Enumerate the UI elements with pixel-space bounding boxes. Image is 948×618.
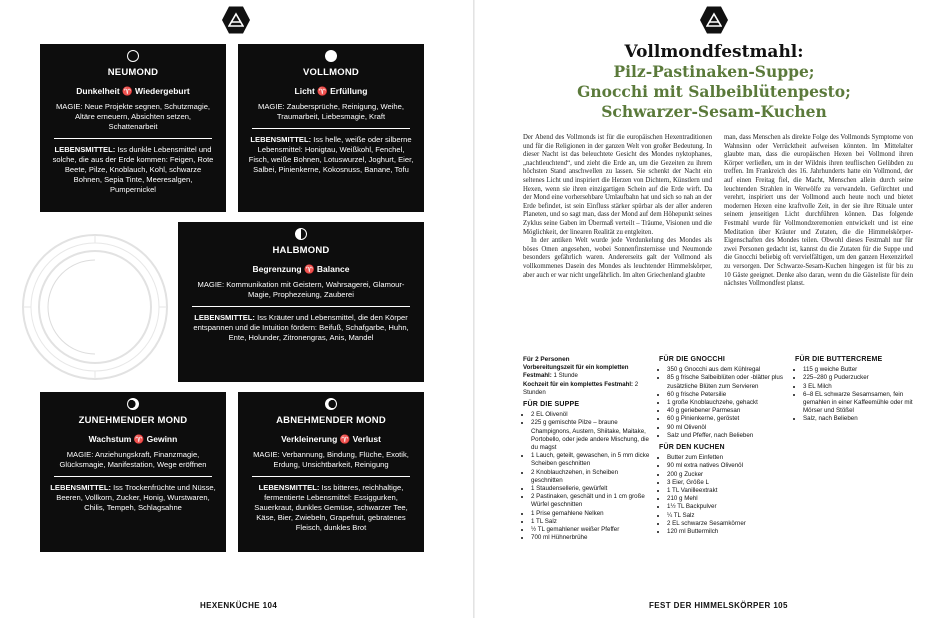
cake-list	[659, 454, 787, 536]
list-item: • Salz und Pfeffer, nach Belieben	[667, 432, 787, 440]
card-magic: MAGIE: Zaubersprüche, Reinigung, Weihe, Traumarbeit, Liebesmagie, Kraft	[258, 102, 404, 121]
list-item: • 200 g Zucker	[667, 471, 787, 479]
right-page	[474, 0, 948, 618]
paragraph: In der antiken Welt wurde jede Verdunkelung des Mondes als böses Omen angesehen, wobei Sonnenfinsternisse und Neumonde besonders gefährlich waren. Andererseits galt der Vollmond als vollkommenes Dasein des Mondes als leuchtender Himmelskörper, aber auch er war nicht ungefährlich. Im alten Griechenland glaubte	[523, 237, 712, 279]
gnocchi-list	[659, 366, 787, 440]
card-title: NEUMOND	[107, 67, 159, 78]
divider	[54, 476, 212, 477]
list-item: • 1 große Knoblauchzehe, gehackt	[667, 399, 787, 407]
list-item: • 1 TL Salz	[531, 518, 651, 526]
alchemical-triangle-icon	[222, 6, 250, 34]
half-moon-icon	[295, 228, 307, 240]
soup-heading: FÜR DIE SUPPE	[523, 401, 580, 409]
title-line-1: Vollmondfestmahl:	[624, 42, 804, 62]
card-magic: MAGIE: Neue Projekte segnen, Schutzmagie, Altäre erneuern, Absichten setzen, Schattenarbeit	[55, 102, 211, 131]
list-item: • 225–280 g Puderzucker	[803, 374, 923, 382]
waxing-moon-icon	[127, 398, 139, 410]
cook-time: Kochzeit für ein komplettes Festmahl: 2 Stunden	[523, 380, 639, 396]
list-item: • Salz, nach Belieben	[803, 415, 923, 423]
card-food: LEBENSMITTEL: Iss bitteres, reichhaltige, fermentierte Lebensmittel: Essiggurken, Sauerkraut, dunkles Gemüse, schwarzer Tee, Käse, Bier, Zwiebeln, Grapefruit, gebratenes Fleisch, dunkles Brot	[254, 483, 408, 532]
body-column-2	[724, 134, 913, 289]
list-item: • 90 ml Olivenöl	[667, 424, 787, 432]
card-magic: MAGIE: Anziehungskraft, Finanzmagie, Glücksmagie, Manifestation, Wege eröffnen	[59, 450, 207, 469]
body-column-1	[523, 134, 712, 289]
serves: Für 2 Personen	[523, 356, 570, 363]
moon-face-medallion-icon	[20, 232, 170, 382]
divider	[192, 306, 410, 307]
paragraph: Der Abend des Vollmonds ist für die europäischen Hexentraditionen und für die Religionen in der ganzen Welt von großer Bedeutung. In dieser Nacht ist das beleuchtete Gesicht des Mondes nyktophanes, „nachtleuchtend“, und zieht die Erde an, um die Gezeiten zu ihrem höchsten Stand anschwellen zu lassen. Sie schenkt der Nacht ein seltenes Licht und inspiriert die Herzen von Dichtern, Künstlern und Hexen, wenn sie ihren einzigartigen Schein auf die Erde wirft. Da der Mond eine vorhersehbare Umlaufbahn hat und sich so nah an der Erde befindet, ist sein Einfluss stärker spürbar als der aller anderen Planeten, und so sagt man, dass der Mond auf dem Höhepunkt seines Zyklus seine Gaben im Übermaß verteilt – Träume, Visionen und die Möglichkeit, der linearen Realität zu entgleiten.	[523, 134, 712, 236]
list-item: • 60 g Pinienkerne, geröstet	[667, 415, 787, 423]
card-halbmond	[178, 222, 424, 382]
title-line-3: Gnocchi mit Salbeiblütenpesto;	[577, 82, 851, 101]
body-text	[523, 134, 913, 289]
list-item: • 210 g Mehl	[667, 495, 787, 503]
card-title: HALBMOND	[272, 245, 330, 256]
page-folio-right: FEST DER HIMMELSKÖRPER 105	[649, 601, 788, 610]
divider	[252, 476, 410, 477]
waning-moon-icon	[325, 398, 337, 410]
card-neumond	[40, 44, 226, 212]
list-item: • 3 Eier, Größe L	[667, 479, 787, 487]
ingredients	[523, 356, 923, 542]
ingredients-column-3	[795, 356, 923, 542]
new-moon-icon	[127, 50, 139, 62]
full-moon-icon	[325, 50, 337, 62]
list-item: • 85 g frische Salbeiblüten oder -blätter plus zusätzliche Blüten zum Servieren	[667, 374, 787, 390]
list-item: • 1 Prise gemahlene Nelken	[531, 510, 651, 518]
card-subtitle: Dunkelheit ♈ Wiedergeburt	[76, 86, 190, 96]
ingredients-column-2	[659, 356, 787, 542]
list-item: • 1½ TL Backpulver	[667, 503, 787, 511]
ingredients-column-1	[523, 356, 651, 542]
divider	[54, 138, 212, 139]
card-subtitle: Wachstum ♈ Gewinn	[88, 434, 178, 444]
gnocchi-heading: FÜR DIE GNOCCHI	[659, 356, 725, 363]
list-item: • 115 g weiche Butter	[803, 366, 923, 374]
card-abnehmend	[238, 392, 424, 552]
list-item: • ¼ TL Salz	[667, 512, 787, 520]
card-subtitle: Licht ♈ Erfüllung	[294, 86, 368, 96]
card-subtitle: Verkleinerung ♈ Verlust	[281, 434, 381, 444]
list-item: • 2 EL Olivenöl	[531, 411, 651, 419]
list-item: • 2 Knoblauchzehen, in Scheiben geschnitten	[531, 469, 651, 485]
card-title: ZUNEHMENDER MOND	[78, 415, 188, 426]
card-zunehmend	[40, 392, 226, 552]
cake-heading: FÜR DEN KUCHEN	[659, 444, 725, 452]
list-item: • 3 EL Milch	[803, 383, 923, 391]
card-magic: MAGIE: Kommunikation mit Geistern, Wahrsagerei, Glamour-Magie, Prophezeiung, Zauberei	[197, 280, 405, 299]
divider	[252, 128, 410, 129]
title-line-2: Pilz-Pastinaken-Suppe;	[613, 62, 815, 81]
prep-time: Vorbereitungszeit für ein kompletten Festmahl: 1 Stunde	[523, 364, 629, 380]
card-vollmond	[238, 44, 424, 212]
list-item: • 1 Staudensellerie, gewürfelt	[531, 485, 651, 493]
list-item: • 60 g frische Petersilie	[667, 391, 787, 399]
list-item: • 1 Lauch, geteilt, gewaschen, in 5 mm dicke Scheiben geschnitten	[531, 452, 651, 468]
title-line-4: Schwarzer-Sesam-Kuchen	[601, 102, 827, 121]
page-folio-left: HEXENKÜCHE 104	[200, 601, 278, 610]
card-title: ABNEHMENDER MOND	[276, 415, 386, 426]
card-subtitle: Begrenzung ♈ Balance	[252, 264, 350, 274]
recipe-title	[514, 42, 914, 122]
card-food: LEBENSMITTEL: Iss Kräuter und Lebensmittel, die den Körper entspannen und die Intuition fördern: Beifuß, Schafgarbe, Huhn, Ente, Holunder, Zitronengras, Anis, Mandel	[193, 313, 409, 342]
paragraph: man, dass Menschen als direkte Folge des Vollmonds Symptome von Wahnsinn oder Verrücktheit aufweisen könnten. Im Mittelalter glaubte man, dass die europäischen Hexen bei Vollmond ihren Körper verließen, um in der Wildnis ihren teuflischen Gelübden zu treffen. Im Frankreich des 16. Jahrhunderts hatte ein Vollmond, der auf einen Freitag fiel, die Macht, Menschen allein durch seine leuchtenden Strahlen in Werwölfe zu verwandeln. Gefürchtet und verehrt, inspiriert uns der Vollmond auch heute noch und bietet modernen Hexen eine kraftvolle Zeit, in der sie ihre Rituale unter seinem jenseitigen Licht durchführen können. Das folgende Festmahl wurde für Vollmondzeremonien entwickelt und ist eine Meditation über Kräuter und Zutaten, die die Himmelskörper-Eigenschaften des Mondes teilen. Obwohl dieses Festmahl nur für zwei Personen gedacht ist, kannst du die Zutaten für die Suppe und die Gnocchi beliebig oft vervielfältigen, um den ganzen Hexenzirkel zu versorgen. Der Schwarze-Sesam-Kuchen hingegen ist für bis zu 10 Gäste geeignet. Denke also daran, wenn du die Gästeliste für dein nächstes Vollmondfest planst.	[724, 134, 913, 288]
list-item: • 350 g Gnocchi aus dem Kühlregal	[667, 366, 787, 374]
list-item: • 120 ml Buttermilch	[667, 528, 787, 536]
list-item: • 90 ml extra natives Olivenöl	[667, 462, 787, 470]
list-item: • Butter zum Einfetten	[667, 454, 787, 462]
list-item: • ½ TL gemahlener weißer Pfeffer	[531, 526, 651, 534]
list-item: • 1 TL Vanilleextrakt	[667, 487, 787, 495]
list-item: • 6–8 EL schwarze Sesamsamen, fein gemahlen in einer Kaffeemühle oder mit Mörser und Stößel	[803, 391, 923, 416]
list-item: • 700 ml Hühnerbrühe	[531, 534, 651, 542]
list-item: • 2 Pastinaken, geschält und in 1 cm große Würfel geschnitten	[531, 493, 651, 509]
card-food: LEBENSMITTEL: Iss helle, weiße oder silberne Lebensmittel: Honigtau, Weißkohl, Fenchel, Fisch, weiße Bohnen, Lotuswurzel, Joghurt, Eier, Salbei, Pinienkerne, Kokosnuss, Banane, Tofu	[248, 135, 414, 174]
card-title: VOLLMOND	[303, 67, 359, 78]
card-magic: MAGIE: Verbannung, Bindung, Flüche, Exotik, Erdung, Unsichtbarkeit, Reinigung	[253, 450, 409, 469]
card-food: LEBENSMITTEL: Iss dunkle Lebensmittel und solche, die aus der Erde kommen: Feigen, Rote Beete, Pilze, Knoblauch, Kohl, schwarze Bohnen, Sepia Tinte, Meeresalgen, Pumpernickel	[52, 145, 214, 194]
buttercream-heading: FÜR DIE BUTTERCREME	[795, 356, 883, 363]
alchemical-triangle-icon	[700, 6, 728, 34]
list-item: • 2 EL schwarze Sesamkörner	[667, 520, 787, 528]
buttercream-list	[795, 366, 923, 423]
list-item: • 40 g geriebener Parmesan	[667, 407, 787, 415]
card-food: LEBENSMITTEL: Iss Trockenfrüchte und Nüsse, Beeren, Vollkorn, Zucker, Honig, Wurstwaren, Chilis, Tempeh, Schlagsahne	[50, 483, 216, 512]
list-item: • 225 g gemischte Pilze – braune Champignons, Austern, Shiitake, Maitake, Portobello, oder jede andere Mischung, die du magst	[531, 419, 651, 452]
soup-list	[523, 411, 651, 542]
